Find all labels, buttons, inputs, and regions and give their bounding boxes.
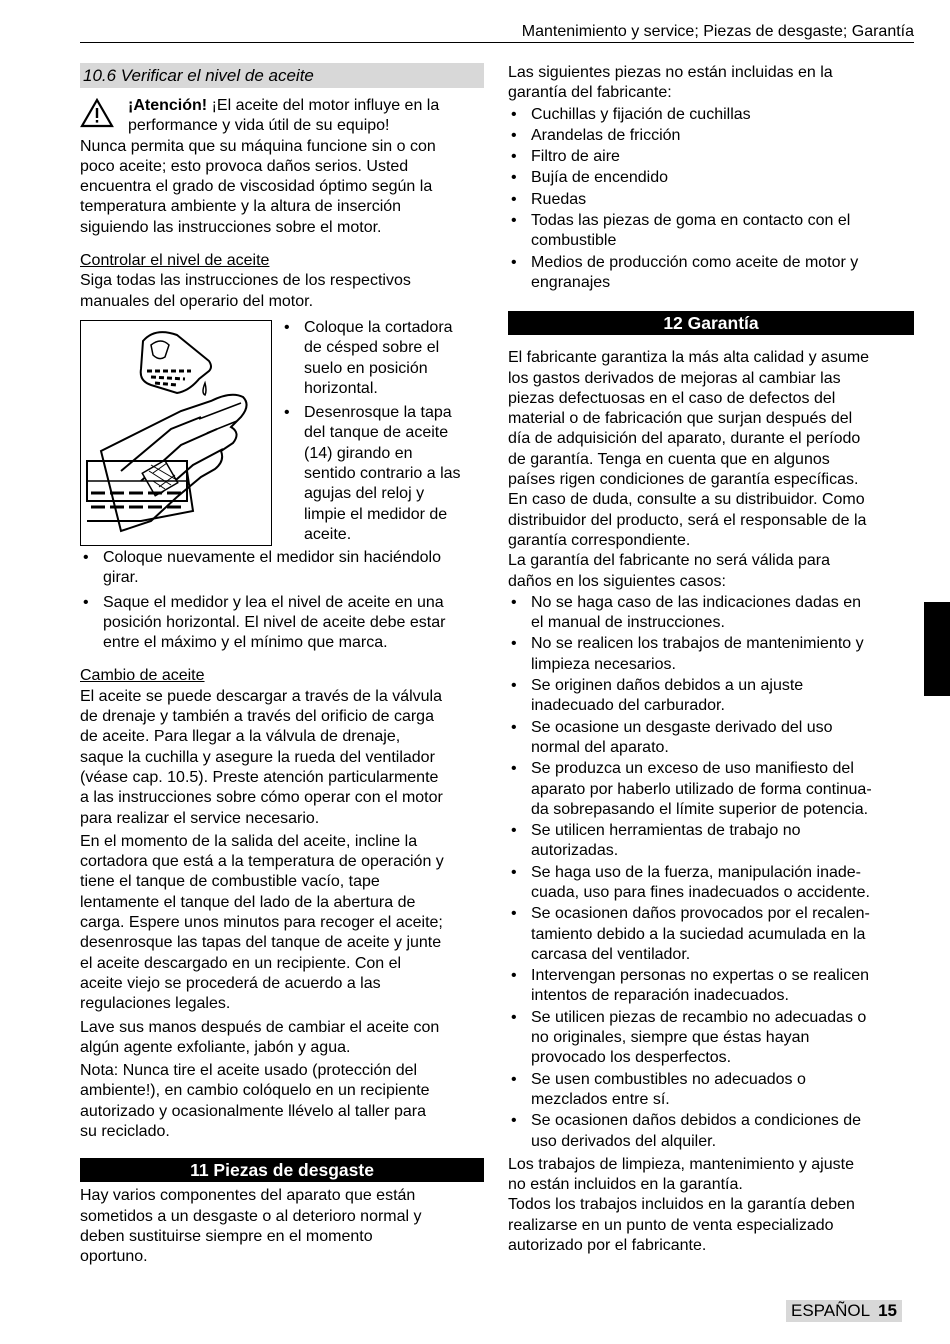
- paragraph: El fabricante garantiza la más alta calidad y asume los gastos derivados de mejoras al cambiar las piezas defectuosas en el caso de defectos del material o de fabricación que surjan después del día de adquisición del aparato, durante el período de garantía. Tenga en cuenta que en algunos países rigen condiciones de garantía específicas. En caso de duda, consulte a su distribuidor. Como distribuidor del producto, será el responsable de la garantía correspondiente.: [508, 349, 870, 549]
- list-item: • Saque el medidor y lea el nivel de aceite en una posición horizontal. El nivel de aceite debe estar entre el máximo y el mínimo que marca.: [83, 593, 446, 652]
- list-item: • Cuchillas y fijación de cuchillas: [511, 105, 751, 123]
- paragraph: Hay varios componentes del aparato que están sometidos a un desgaste o al deterioro normal y deben sustituirse siempre en el momento oportuno.: [80, 1187, 422, 1266]
- warning-triangle-icon: [80, 96, 128, 137]
- list-item: • Filtro de aire: [511, 148, 620, 166]
- warning-block: [80, 96, 484, 137]
- paragraph: Nunca permita que su máquina funcione sin o con poco aceite; esto provoca daños serios. Usted encuentra el grado de viscosidad óptimo según la temperatura ambiente y la altura de inserción siguiendo las instrucciones sobre el motor.: [80, 137, 436, 236]
- footer-language: ESPAÑOL: [791, 1301, 871, 1320]
- header-rule: [80, 42, 914, 43]
- paragraph: Los trabajos de limpieza, mantenimiento y ajuste no están incluidos en la garantía.: [508, 1155, 854, 1194]
- chapter-thumb-tab: [924, 602, 950, 696]
- paragraph: En el momento de la salida del aceite, incline la cortadora que está a la temperatura de operación y tiene el tanque de combustible vacío, tape lentamente el tanque del lado de la abertura de carga. Espere unos minutos para recoger el aceite; desenrosque las tapas del tanque de aceite y junte el aceite descargado en un recipiente. Con el aceite viejo se procederá de acuerdo a las regulaciones legales.: [80, 832, 444, 1013]
- figure-step-list: [281, 318, 484, 546]
- section-10-6-heading: 10.6 Verificar el nivel de aceite: [80, 63, 484, 88]
- section-12-heading: 12 Garantía: [508, 311, 914, 335]
- running-header: Mantenimiento y service; Piezas de desgaste; Garantía: [521, 23, 914, 40]
- paragraph: El aceite se puede descargar a través de la válvula de drenaje y también a través del orificio de carga de aceite. Para llegar a la válvula de drenaje, saque la cuchilla y asegure la rueda del ventilador (véase cap. 10.5). Preste atención particularmente a las instrucciones sobre cómo operar con el motor para realizar el service necesario.: [80, 687, 443, 827]
- list-item: • Arandelas de fricción: [511, 126, 681, 144]
- paragraph: Lave sus manos después de cambiar el aceite con algún agente exfoliante, jabón y agua.: [80, 1018, 440, 1056]
- warning-text: [128, 96, 439, 137]
- subheading-oil-change: Cambio de aceite: [80, 667, 205, 685]
- list-item: • Se ocasionen daños provocados por el recalen- tamiento debido a la suciedad acumulada en la carcasa del ventilador.: [511, 905, 870, 963]
- list-item: • Ruedas: [511, 190, 587, 208]
- paragraph: Las siguientes piezas no están incluidas en la garantía del fabricante:: [508, 64, 833, 102]
- list-item: • Se haga uso de la fuerza, manipulación inade- cuada, uso para fines inadecuados o accidente.: [511, 863, 870, 901]
- check-steps-list: [80, 548, 484, 653]
- left-column: [80, 63, 484, 1267]
- paragraph: Todos los trabajos incluidos en la garantía deben realizarse en un punto de venta especializado autorizado por el fabricante.: [508, 1196, 855, 1255]
- list-item: • No se realicen los trabajos de mantenimiento y limpieza necesarios.: [511, 635, 864, 673]
- list-item: • Se utilicen herramientas de trabajo no autorizadas.: [511, 822, 801, 860]
- list-item: • Medios de producción como aceite de motor y engranajes: [511, 253, 859, 291]
- warranty-exclusions-list: [508, 593, 914, 1152]
- list-item: • Se ocasione un desgaste derivado del uso normal del aparato.: [511, 718, 833, 756]
- page-footer: [786, 1300, 902, 1322]
- list-item: • Se originen daños debidos a un ajuste inadecuado del carburador.: [511, 677, 804, 715]
- list-item: • Coloque nuevamente el medidor sin haciéndolo girar.: [83, 548, 441, 587]
- page-number: 15: [878, 1301, 897, 1320]
- figure-with-steps: [80, 318, 484, 546]
- oil-dipstick-illustration: [80, 320, 272, 546]
- warning-line: ¡El aceite del motor influye en la: [211, 97, 440, 114]
- wear-parts-list: [508, 105, 914, 294]
- paragraph: Nota: Nunca tire el aceite usado (protección del ambiente!), en cambio colóquelo en un recipiente autorizado y ocasionalmente llévelo al taller para su reciclado.: [80, 1062, 430, 1140]
- warning-label: ¡Atención!: [128, 97, 208, 114]
- paragraph: La garantía del fabricante no será válida para daños en los siguientes casos:: [508, 552, 830, 590]
- list-item: • Se utilicen piezas de recambio no adecuadas o no originales, siempre que éstas hayan provocado los desperfectos.: [511, 1008, 867, 1067]
- list-item: • Se produzca un exceso de uso manifiesto del aparato por haberlo utilizado de forma continua- da sobrepasando el límite superior de potencia.: [511, 760, 872, 818]
- subheading-check-oil: Controlar el nivel de aceite: [80, 252, 270, 270]
- right-column: [508, 63, 914, 1256]
- list-item: • Coloque la cortadora de césped sobre el suelo en posición horizontal.: [284, 318, 453, 397]
- list-item: • Intervengan personas no expertas o se realicen intentos de reparación inadecuados.: [511, 967, 869, 1005]
- list-item: • Desenrosque la tapa del tanque de aceite (14) girando en sentido contrario a las agujas del reloj y limpie el medidor de aceite.: [284, 404, 461, 543]
- list-item: • Todas las piezas de goma en contacto con el combustible: [511, 212, 851, 250]
- list-item: • Se ocasionen daños debidos a condiciones de uso derivados del alquiler.: [511, 1112, 862, 1150]
- paragraph: Siga todas las instrucciones de los respectivos manuales del operario del motor.: [80, 272, 411, 310]
- section-11-heading: 11 Piezas de desgaste: [80, 1158, 484, 1182]
- list-item: • No se haga caso de las indicaciones dadas en el manual de instrucciones.: [511, 593, 861, 632]
- list-item: • Se usen combustibles no adecuados o mezclados entre sí.: [511, 1070, 806, 1108]
- list-item: • Bujía de encendido: [511, 169, 668, 187]
- warning-line: performance y vida útil de su equipo!: [128, 117, 390, 135]
